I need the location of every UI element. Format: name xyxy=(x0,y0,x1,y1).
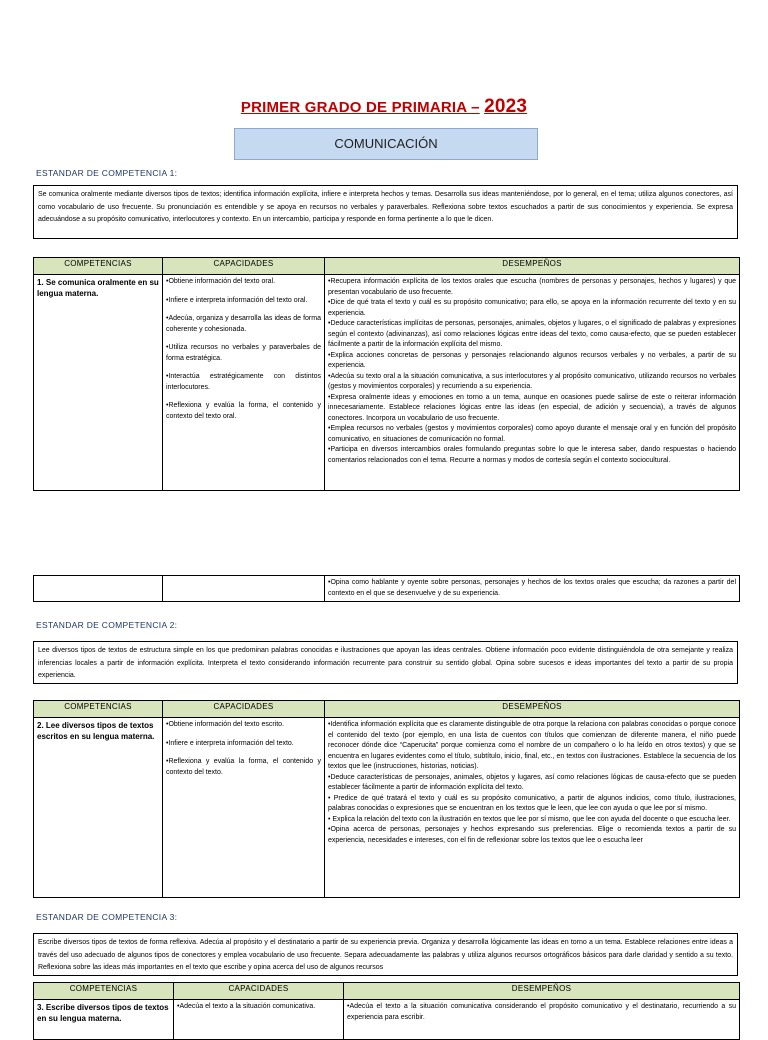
desempeno-item: • Expresa oralmente ideas y emociones en torno a un tema, aunque en ocasiones puede salirse de este o reiterar información innecesariamente. Establece relaciones lógicas entre las ideas (en especial, de adición y secuencia), a través de algunos conectores. Incorpora un vocabulario de uso frecuente. xyxy=(328,393,736,425)
capacidad-item: • Infiere e interpreta información del texto oral. xyxy=(166,296,321,307)
capacidad-item: • Interactúa estratégicamente con distintos interlocutores. xyxy=(166,372,321,393)
empty-capacidades-cell xyxy=(163,576,325,602)
capacidad-item: • Utiliza recursos no verbales y paraverbales de forma estratégica. xyxy=(166,343,321,364)
desempeno-item: • Deduce características implícitas de personas, personajes, animales, objetos y lugares, o el significado de palabras y expresiones según el contexto (adivinanzas), así como relaciones lógicas entre ideas del texto, como causa-efecto, que se pueden establecer fácilmente a partir de la información explícita del mismo. xyxy=(328,319,736,351)
desempeno-item: • Recupera información explícita de los textos orales que escucha (nombres de personas y personajes, hechos y lugares) y que presentan vocabulario de uso frecuente. xyxy=(328,277,736,298)
desempeno-item: • Explica la relación del texto con la ilustración en textos que lee por sí mismo, que lee con ayuda del docente o que escucha leer. xyxy=(328,815,736,826)
desempenos-cell xyxy=(325,718,740,898)
capacidad-item: • Adecúa, organiza y desarrolla las ideas de forma coherente y cohesionada. xyxy=(166,314,321,335)
capacidad-item: • Infiere e interpreta información del texto. xyxy=(166,739,321,750)
header-competencias: COMPETENCIAS xyxy=(34,983,174,1000)
desempeno-item: • Emplea recursos no verbales (gestos y movimientos corporales) como apoyo durante el mensaje oral y en función del propósito comunicativo, en situaciones de comunicación no formal. xyxy=(328,424,736,445)
competencia-cell: 1. Se comunica oralmente en su lengua materna. xyxy=(34,275,163,491)
header-desempenos: DESEMPEÑOS xyxy=(344,983,740,1000)
desempeno-item: • Participa en diversos intercambios orales formulando preguntas sobre lo que le interesa saber, dando respuestas o haciendo comentarios relacionados con el tema. Recurre a normas y modos de cortesía según el contexto sociocultural. xyxy=(328,445,736,466)
capacidad-item: • Obtiene información del texto escrito. xyxy=(166,720,321,731)
desempeno-item: • Deduce características de personajes, animales, objetos y lugares, así como relaciones lógicas de causa-efecto que se pueden establecer fácilmente a partir de información explícita del texto. xyxy=(328,773,736,794)
header-competencias: COMPETENCIAS xyxy=(34,258,163,275)
desempenos-continued-cell xyxy=(325,576,740,602)
empty-competencia-cell xyxy=(34,576,163,602)
desempeno-item: • Adecúa su texto oral a la situación comunicativa, a sus interlocutores y al propósito comunicativo, utilizando recursos no verbales (gestos y movimientos corporales) y recurriendo a su experiencia. xyxy=(328,372,736,393)
capacidad-item: • Obtiene información del texto oral. xyxy=(166,277,321,288)
table-competencia-1-continued xyxy=(33,575,740,602)
standard-1-text: Se comunica oralmente mediante diversos tipos de textos; identifica información explícita, infiere e interpreta hechos y temas. Desarrolla sus ideas manteniéndose, por lo general, en el tema; utiliza algunos conectores, así como vocabulario de uso frecuente. Su pronunciación es entendible y se apoya en recursos no verbales y paraverbales. Reflexiona sobre textos escuchados a partir de sus conocimientos y experiencia. Se expresa adecuándose a su propósito comunicativo, interlocutores y contexto. En un intercambio, participa y responde en forma pertinente a lo que le dicen. xyxy=(33,185,738,239)
desempeno-item: • Dice de qué trata el texto y cuál es su propósito comunicativo; para ello, se apoya en la información recurrente del texto y en su experiencia. xyxy=(328,298,736,319)
header-desempenos: DESEMPEÑOS xyxy=(325,701,740,718)
capacidad-item: • Reflexiona y evalúa la forma, el contenido y contexto del texto oral. xyxy=(166,401,321,422)
desempeno-item: • Adecúa el texto a la situación comunicativa considerando el propósito comunicativo y el destinatario, recurriendo a su experiencia para escribir. xyxy=(347,1002,736,1023)
capacidad-item: • Reflexiona y evalúa la forma, el contenido y contexto del texto. xyxy=(166,757,321,778)
standard-2-label: ESTANDAR DE COMPETENCIA 2: xyxy=(36,620,178,630)
desempeno-item: • Identifica información explícita que es claramente distinguible de otra porque la relaciona con palabras conocidas o porque conoce el contenido del texto (por ejemplo, en una lista de cuentos con títulos que comienzan de diferente manera, el niño puede reconocer dónde dice “Caperucita” porque comienza como el nombre de un compañero o lo ha leído en otros textos) y que se encuentra en lugares evidentes como el título, subtítulo, inicio, final, etc., en textos con ilustraciones. Establece la secuencia de los textos que lee (instrucciones, historias, noticias). xyxy=(328,720,736,773)
title-text: PRIMER GRADO DE PRIMARIA – xyxy=(240,99,480,116)
capacidades-cell xyxy=(163,275,325,491)
standard-2-text: Lee diversos tipos de textos de estructura simple en los que predominan palabras conocidas e ilustraciones que apoyan las ideas centrales. Obtiene información poco evidente distinguiéndola de otra semejante y realiza inferencias locales a partir de información explícita. Interpreta el texto considerando información recurrente para construir su sentido global. Opina sobre sucesos e ideas importantes del texto a partir de su propia experiencia. xyxy=(33,641,738,684)
table-competencia-3 xyxy=(33,982,740,1040)
header-desempenos: DESEMPEÑOS xyxy=(325,258,740,275)
header-competencias: COMPETENCIAS xyxy=(34,701,163,718)
standard-3-text: Escribe diversos tipos de textos de forma reflexiva. Adecúa al propósito y el destinatario a partir de su experiencia previa. Organiza y desarrolla lógicamente las ideas en torno a un tema. Establece relaciones entre ideas a través del uso adecuado de algunos tipos de conectores y emplea vocabulario de uso frecuente. Separa adecuadamente las palabras y utiliza algunos recursos ortográficos básicos para darle claridad y sentido a su texto. Reflexiona sobre las ideas más importantes en el texto que escribe y opina acerca del uso de algunos recursos xyxy=(33,933,738,976)
capacidades-cell xyxy=(174,1000,344,1040)
page-title xyxy=(0,96,768,118)
standard-3-label: ESTANDAR DE COMPETENCIA 3: xyxy=(36,912,178,922)
header-capacidades: CAPACIDADES xyxy=(163,258,325,275)
title-year: 2023 xyxy=(484,96,528,117)
desempeno-item: • Opina como hablante y oyente sobre personas, personajes y hechos de los textos orales que escucha; da razones a partir del contexto en el que se desenvuelve y de su experiencia. xyxy=(328,578,736,599)
capacidades-cell xyxy=(163,718,325,898)
desempeno-item: • Opina acerca de personas, personajes y hechos expresando sus preferencias. Elige o recomienda textos a partir de su experiencia, necesidades e intereses, con el fin de reflexionar sobre los textos que lee o escucha leer xyxy=(328,825,736,846)
capacidad-item: • Adecúa el texto a la situación comunicativa. xyxy=(177,1002,340,1013)
table-competencia-2 xyxy=(33,700,740,898)
desempeno-item: • Explica acciones concretas de personas y personajes relacionando algunos recursos verbales y no verbales, a partir de su experiencia. xyxy=(328,351,736,372)
desempenos-cell xyxy=(344,1000,740,1040)
header-capacidades: CAPACIDADES xyxy=(174,983,344,1000)
standard-1-label: ESTANDAR DE COMPETENCIA 1: xyxy=(36,168,178,178)
competencia-cell: 3. Escribe diversos tipos de textos en su lengua materna. xyxy=(34,1000,174,1040)
desempenos-cell xyxy=(325,275,740,491)
header-capacidades: CAPACIDADES xyxy=(163,701,325,718)
desempeno-item: • Predice de qué tratará el texto y cuál es su propósito comunicativo, a partir de algunos indicios, como título, ilustraciones, palabras conocidas o expresiones que se encuentran en los textos que le leen, que lee con ayuda o que lee por sí mismo. xyxy=(328,794,736,815)
competencia-cell: 2. Lee diversos tipos de textos escritos en su lengua materna. xyxy=(34,718,163,898)
subject-box: COMUNICACIÓN xyxy=(234,128,538,160)
table-competencia-1 xyxy=(33,257,740,491)
